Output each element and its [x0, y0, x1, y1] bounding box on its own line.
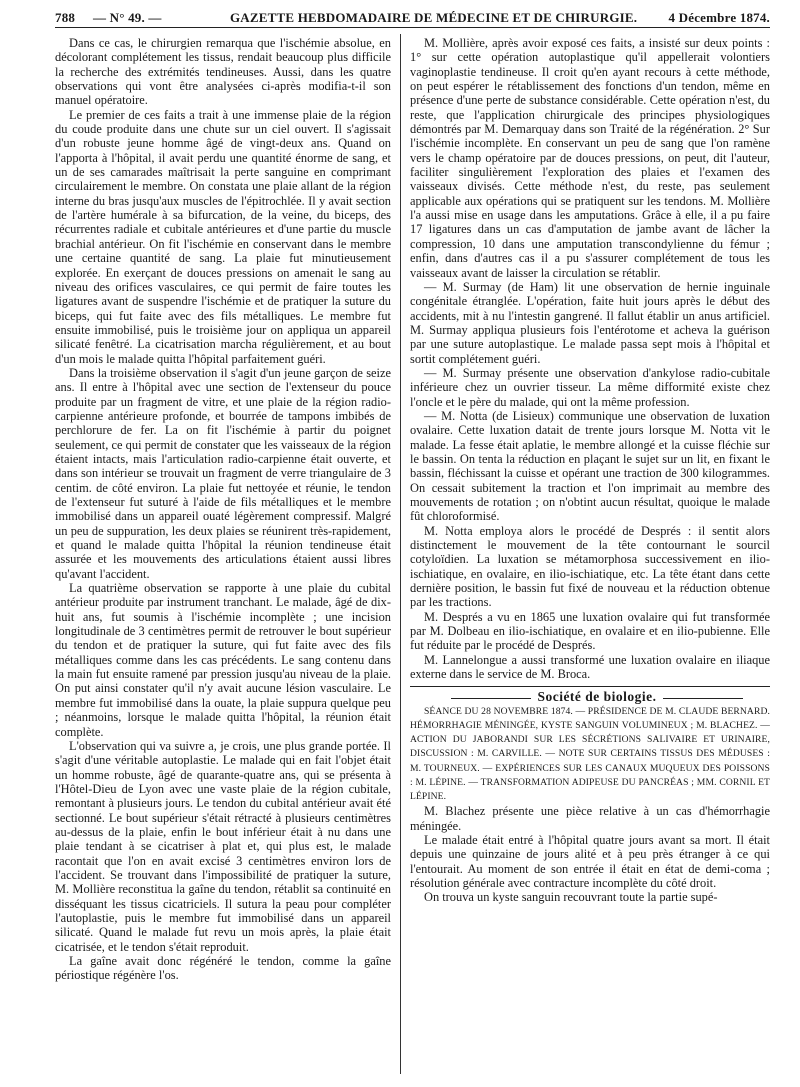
paragraph: La gaîne avait donc régénéré le tendon, comme la gaîne périostique régénère l'os.: [55, 954, 391, 983]
paragraph: Dans la troisième observation il s'agit d'un jeune garçon de seize ans. Il entre à l'hôpital avec une section de l'extenseur du pouce produite par un fragment de vitre, et une plaie de la région radio-carpienne antérieure profonde, et bourrée de tampons imbibés de perchlorure de fer. La on fit l'ischémie à partir du poignet seulement, ce qui permit de constater que les vaisseaux de la région étaient intacts, mais l'articulation radio-carpienne était ouverte, et dans son intérieur se trouvait un fragment de verre triangulaire de 3 centim. de côté environ. La plaie fut nettoyée et réunie, le tendon de l'extenseur fut suturé à l'aide de fils métalliques et le membre immobilisé dans un appareil ouaté légèrement compressif. Malgré un peu de suppuration, les deux plaies se réunirent très-rapidement, et quand le malade quitta l'hôpital la réunion tendineuse était assurée et les mouvements des articulations étaient aussi libres qu'avant l'accident.: [55, 365, 391, 581]
paragraph: L'observation qui va suivre a, je crois, une plus grande portée. Il s'agit d'une véritable autoplastie. Le malade qui en fait l'objet était un homme robuste, âgé de quarante-quatre ans, qui se présenta à l'Hôtel-Dieu de Lyon avec une vaste plaie de la région cubitale, remontant à plusieurs jours. Le tendon du cubital antérieur avait été sectionné. Le bout supérieur s'était rétracté à plusieurs centimètres au-dessus de la plaie, enfin le bout inférieur était à nu dans une plaie tendant à se cicatriser à plat et, qui plus est, le malade racontait que l'on en avait excisé 3 centimètres environ lors de l'accident. Se trouvant dans l'impossibilité de pratiquer la suture, M. Mollière reconstitua la gaîne du tendon, rétablit sa continuité en disséquant les tissus cicatriciels. Il sutura la peau pour compléter l'autoplastie, puis le membre fut immobilisé dans un appareil silicaté. Quand le malade fut revu un mois après, la plaie était cicatrisée, et le tendon s'était reproduit.: [55, 738, 391, 954]
paragraph: — M. Surmay (de Ham) lit une observation de hernie inguinale congénitale étranglée. L'opération, faite huit jours après le début des accidents, mit à nu l'intestin gangrené. Il fallut établir un anus artificiel. M. Surmay appliqua plusieurs fois l'entérotome et acheva la guérison par une suture autoplastique. Le malade passa sept mois à l'hôpital et sortit complétement guéri.: [410, 279, 770, 366]
paragraph: On trouva un kyste sanguin recouvrant toute la partie supé-: [424, 890, 718, 905]
title-rule-left: [451, 698, 531, 699]
column-divider: [400, 34, 401, 1074]
header-rule: [55, 27, 770, 28]
journal-title: GAZETTE HEBDOMADAIRE DE MÉDECINE ET DE CHIRURGIE.: [230, 10, 638, 25]
paragraph: La quatrième observation se rapporte à une plaie du cubital antérieur produite par instrument tranchant. Le malade, âgé de dix-huit ans, fut soumis à l'ischémie incomplète ; une incision longitudinale de 3 centimètres permit de retrouver le bout supérieur du tendon et de pratiquer la suture, qui fut faite avec des fils métalliques comme dans les cas précédents. Le sang contenu dans la main fut ensuite ramené par pression jusqu'au niveau de la plaie. On put ainsi constater qu'il n'y avait aucune lésion vasculaire. Le membre fut immobilisé dans la ouate, la plaie suppura quelque peu ; néanmoins, lorsque le malade quitta l'hôpital, la réunion était complète.: [55, 581, 391, 739]
seance-summary: SÉANCE DU 28 NOVEMBRE 1874. — PRÉSIDENCE DE M. CLAUDE BERNARD. HÉMORRHAGIE MÉNINGÉE, KYSTE SANGUIN VOLUMINEUX ; M. BLACHEZ. — ACTION DU JABORANDI SUR LES SÉCRÉTIONS SALIVAIRE ET URINAIRE, DISCUSSION : M. CARVILLE. — NOTE SUR CERTAINS TISSUS DES MÉDUSES : M. TOURNEUX. — EXPÉRIENCES SUR LES CANAUX MUQUEUX DES POISSONS : M. LÉPINE. — TRANSFORMATION ADIPEUSE DU PANCRÉAS ; MM. CORNIL ET LÉPINE.: [410, 705, 770, 803]
paragraph: Dans ce cas, le chirurgien remarqua que l'ischémie absolue, en décolorant complétement les tissus, rendait beaucoup plus difficile la recherche des extrémités tendineuses. Aussi, dans les quatre observations qui vont être analysées ci-après modifia-t-il son manuel opératoire.: [55, 36, 391, 108]
section-rule: [410, 686, 770, 687]
issue-number: — N° 49. —: [93, 10, 162, 25]
left-column: [55, 36, 391, 1076]
paragraph: Le malade était entré à l'hôpital quatre jours avant sa mort. Il était depuis une quinzaine de jours alité et à peu près étranger à ce qui l'entourait. Au moment de son entrée il était en état de demi-coma ; résolution générale avec contracture incomplète du côté droit.: [410, 832, 770, 890]
paragraph: — M. Notta (de Lisieux) communique une observation de luxation ovalaire. Cette luxation datait de trente jours lorsque M. Notta vit le malade. La fesse était aplatie, le membre allongé et la cuisse fléchie sur le bassin. On tenta la réduction en plaçant le sujet sur un lit, en fixant le bassin, fléchissant la cuisse et opérant une traction de 300 kilogrammes. On cessait subitement la traction et l'on imprimait au membre des mouvements de rotation ; on n'obtint aucun résultat, quoique le malade fût chloroformisé.: [410, 408, 770, 524]
page-number: 788: [55, 10, 76, 25]
issue-date: 4 Décembre 1874.: [668, 10, 770, 25]
right-column: [410, 36, 770, 1076]
paragraph: M. Notta employa alors le procédé de Després : il sentit alors distinctement le mouvement de la tête contournant le sourcil cotyloïdien. La luxation se métamorphosa successivement en ilio-ischiatique, en ovalaire, en ilio-ischiatique, etc. La tête étant dans cette dernière position, le bassin fut fixé de nouveau et la réduction obtenue par les tractions.: [410, 523, 770, 610]
page-header: [55, 6, 770, 28]
paragraph: M. Blachez présente une pièce relative à un cas d'hémorrhagie méningée.: [410, 804, 770, 833]
paragraph: M. Lannelongue a aussi transformé une luxation ovalaire en iliaque externe dans le service de M. Broca.: [410, 652, 770, 682]
section-title: Société de biologie.: [410, 690, 770, 704]
paragraph: Le premier de ces faits a trait à une immense plaie de la région du coude produite dans une chute sur un ciel ouvert. Il s'agissait d'un robuste jeune homme âgé de vingt-deux ans. Quand on l'apporta à l'hôpital, il avait perdu une quantité énorme de sang, et un de ses camarades maîtrisait la perte sanguine en comprimant circulairement le membre. On constata une plaie allant de la région interne du bras jusqu'aux muscles de l'épitrochlée. Il y avait section de l'artère humérale à sa bifurcation, de la veine, du biceps, des récurrentes radiale et cubitale antérieures et d'une partie du muscle brachial antérieur. On fit l'ischémie en conservant dans le membre une certaine quantité de sang. La plaie fut minutieusement explorée. En exerçant de douces pressions on amenait le sang au niveau des orifices vasculaires, ce qui permit de faire toutes les ligatures avant de suspendre l'ischémie et de pratiquer la suture du biceps, qui fut faite avec des fils métalliques. Le membre fut ensuite immobilisé, puis le troisième jour on appliqua un appareil silicaté fenêtré. La cicatrisation marcha régulièrement, et au bout d'un mois le malade quitta l'hôpital parfaitement guéri.: [55, 107, 391, 366]
paragraph: — M. Surmay présente une observation d'ankylose radio-cubitale inférieure chez un ouvrier tisseur. La même difformité existe chez l'oncle et le père du malade, qui ont la même profession.: [410, 365, 770, 409]
paragraph: M. Després a vu en 1865 une luxation ovalaire qui fut transformée par M. Dolbeau en ilio-ischiatique, en ovalaire et en ilio-pubienne. Elle fut réduite par le procédé de Després.: [410, 609, 770, 653]
title-rule-right: [663, 698, 743, 699]
paragraph: M. Mollière, après avoir exposé ces faits, a insisté sur deux points : 1° sur cette opération autoplastique qu'il appellerait volontiers vaginoplastie tendineuse. Il croit qu'en ayant recours à cette méthode, on peut espérer le rétablissement des fonctions d'un tendon, même en présence d'une perte de substance considérable. Cette opération n'est, du reste, que l'application chirurgicale des principes physiologiques démontrés par M. Demarquay dans son Traité de la régénération. 2° Sur l'ischémie incomplète. En conservant un peu de sang que l'on ramène vers le champ opératoire par de douces pressions, on peut, dit l'auteur, faciliter singulièrement l'exploration des plaies et l'examen des vaisseaux divisés. Cette méthode n'est, du reste, pas seulement applicable aux opérations qui se pratiquent sur les tendons. M. Mollière l'a aussi mise en usage dans les amputations. Grâce à elle, il a pu faire 17 ligatures dans un cas d'amputation de jambe avant de lâcher la compression, 10 dans une amputation transcondylienne du fémur ; enfin, dans d'autres cas il a pu s'assurer complétement de tous les vaisseaux avant de laisser la circulation se rétablir.: [410, 36, 770, 280]
